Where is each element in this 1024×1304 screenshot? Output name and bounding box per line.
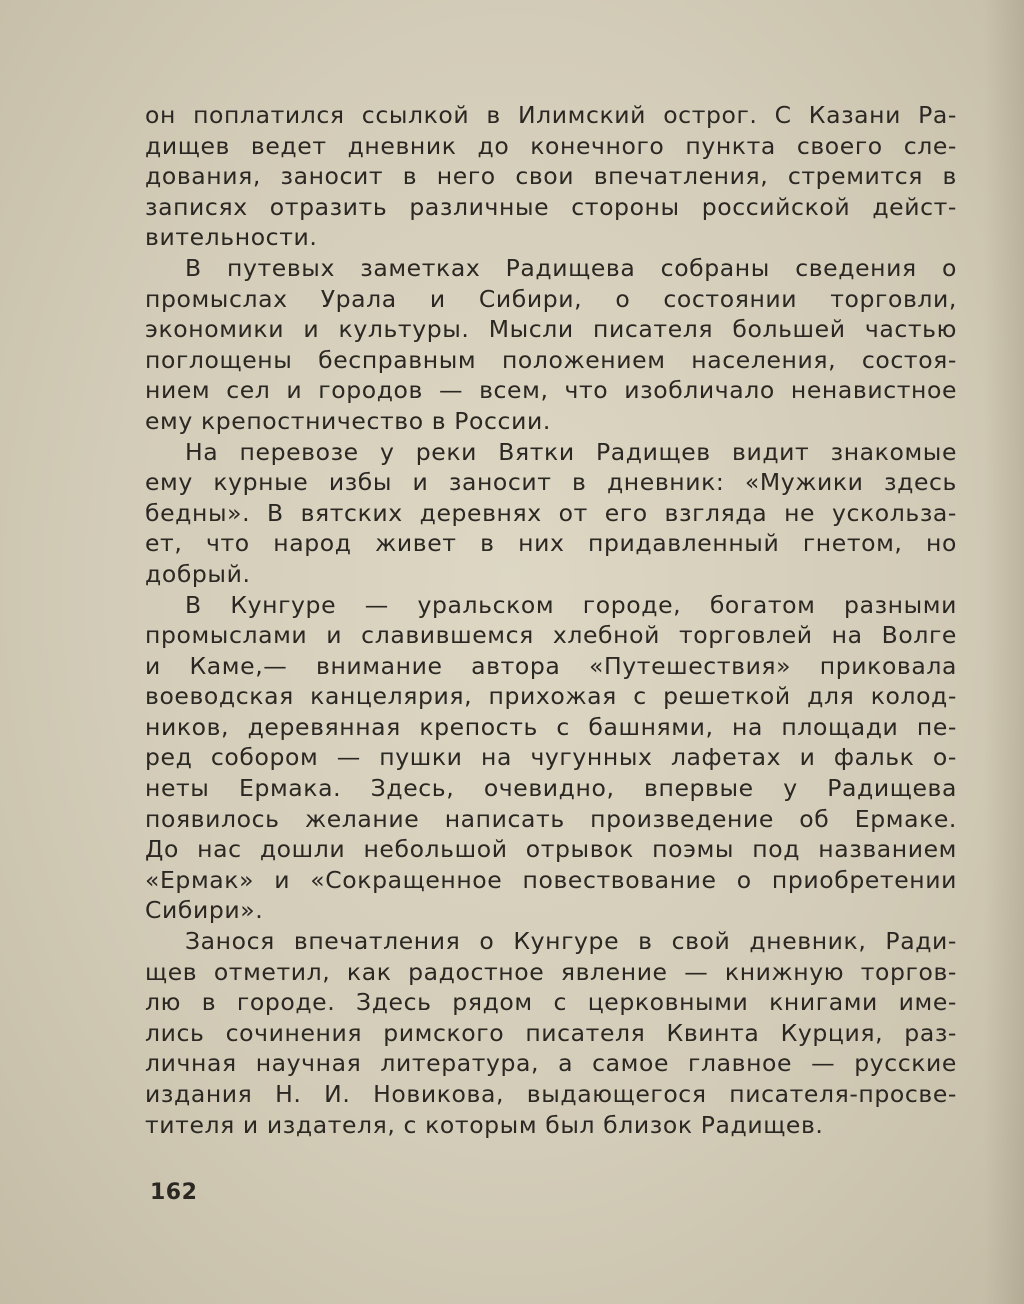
paragraph-1 bbox=[145, 100, 957, 253]
text-line: промыслах Урала и Сибири, о состоянии торговли, bbox=[145, 284, 957, 313]
text-line: он поплатился ссылкой в Илимский острог. С Казани Ра- bbox=[145, 101, 957, 129]
text-line: лю в городе. Здесь рядом с церковными книгами име- bbox=[145, 988, 957, 1017]
text-line: Сибири». bbox=[145, 896, 264, 925]
text-line: вительности. bbox=[145, 223, 318, 252]
text-line: ет, что народ живет в них придавленный гнетом, но bbox=[145, 529, 957, 558]
text-line: появилось желание написать произведение об Ермаке. bbox=[145, 804, 957, 833]
text-line: ему курные избы и заносит в дневник: «Мужики здесь bbox=[145, 468, 957, 497]
body-text bbox=[145, 100, 957, 1140]
text-line: издания Н. И. Новикова, выдающегося писателя-просве- bbox=[145, 1080, 957, 1108]
text-line: воеводская канцелярия, прихожая с решеткой для колод- bbox=[145, 682, 957, 711]
text-line: записях отразить различные стороны российской дейст- bbox=[145, 192, 957, 221]
text-line: ников, деревянная крепость с башнями, на площади пе- bbox=[145, 712, 957, 741]
page-edge-shadow bbox=[984, 0, 1024, 1304]
page-number: 162 bbox=[150, 1180, 198, 1205]
text-line: лись сочинения римского писателя Квинта Курция, раз- bbox=[145, 1018, 957, 1047]
text-line: ему крепостничество в России. bbox=[145, 406, 551, 435]
text-line: личная научная литература, а самое главное — русские bbox=[145, 1049, 957, 1078]
text-line: «Ермак» и «Сокращенное повествование о приобретении bbox=[145, 865, 957, 894]
paragraph-4 bbox=[145, 590, 957, 927]
text-line: поглощены бесправным положением населения, состоя- bbox=[145, 345, 957, 374]
text-line: В Кунгуре — уральском городе, богатом разными bbox=[185, 590, 957, 619]
text-line: Занося впечатления о Кунгуре в свой дневник, Ради- bbox=[185, 927, 957, 956]
text-line: экономики и культуры. Мысли писателя большей частью bbox=[145, 315, 957, 344]
text-line: дования, заносит в него свои впечатления, стремится в bbox=[145, 162, 957, 191]
paragraph-2 bbox=[145, 253, 957, 437]
text-line: промыслами и славившемся хлебной торговлей на Волге bbox=[145, 621, 957, 650]
text-line: щев отметил, как радостное явление — книжную торгов- bbox=[145, 957, 957, 986]
text-line: и Каме,— внимание автора «Путешествия» приковала bbox=[145, 651, 957, 680]
text-line: добрый. bbox=[145, 559, 251, 588]
text-line: дищев ведет дневник до конечного пункта своего сле- bbox=[145, 131, 957, 160]
paragraph-5 bbox=[145, 926, 957, 1140]
text-line: ред собором — пушки на чугунных лафетах и фальк о- bbox=[145, 743, 957, 772]
text-line: тителя и издателя, с которым был близок Радищев. bbox=[145, 1110, 824, 1139]
text-line: В путевых заметках Радищева собраны сведения о bbox=[185, 253, 957, 282]
text-line: бедны». В вятских деревнях от его взгляда не ускольза- bbox=[145, 498, 957, 527]
paragraph-3 bbox=[145, 437, 957, 590]
text-line: До нас дошли небольшой отрывок поэмы под названием bbox=[145, 835, 957, 864]
text-line: нием сел и городов — всем, что изобличало ненавистное bbox=[145, 376, 957, 405]
text-line: неты Ермака. Здесь, очевидно, впервые у Радищева bbox=[145, 774, 957, 803]
text-line: На перевозе у реки Вятки Радищев видит знакомые bbox=[185, 437, 957, 466]
